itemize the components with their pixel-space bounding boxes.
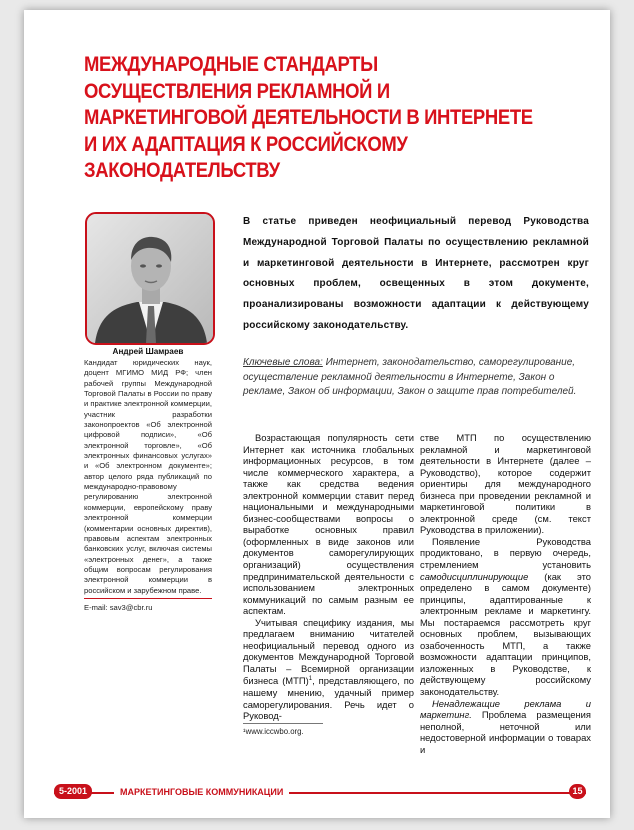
body-column-1 [243,432,414,722]
author-email: E-mail: sav3@cbr.ru [84,603,153,612]
body-column-2 [420,432,591,755]
journal-name: МАРКЕТИНГОВЫЕ КОММУНИКАЦИИ [114,784,289,801]
body-paragraph: стве МТП по осуществлению рекламной и маркетинговой деятельности в Интернете (далее – Руководство), которое содержит ориентиры для международного бизнеса при проведении рекламной и маркетинговой политики в электронной среде (см. текст Руководства в приложении). [420,432,591,536]
title-line: МАРКЕТИНГОВОЙ ДЕЯТЕЛЬНОСТИ В ИНТЕРНЕТЕ [84,106,533,129]
author-portrait-image [87,214,213,343]
article-lead: В статье приведен неофициальный перевод Руководства Международной Торговой Палаты по осуществлению рекламной и маркетинговой деятельности в Интернете, рассмотрен круг основных проблем, освещенных в этом документе, проанализированы возможности адаптации к действующему российскому законодательству. [243,216,589,331]
section-lead-in: Ненадлежащие реклама и маркетинг. [420,697,591,721]
paragraph-text: , представляющего, по нашему мнению, удачный пример саморегулирования. Речь идет о Руковод- [243,675,414,722]
keywords-label: Ключевые слова: [243,357,323,368]
title-line: И ИХ АДАПТАЦИЯ К РОССИЙСКОМУ [84,132,408,156]
author-name: Андрей Шамраев [112,347,184,356]
title-line: ОСУЩЕСТВЛЕНИЯ РЕКЛАМНОЙ И [84,79,390,103]
footnote-ref: 1 [308,676,313,683]
author-photo [85,212,215,345]
body-paragraph [420,536,591,698]
title-line: ЗАКОНОДАТЕЛЬСТВУ [84,159,280,182]
title-line: МЕЖДУНАРОДНЫЕ СТАНДАРТЫ [84,53,378,76]
body-paragraph [243,617,414,722]
issue-badge: 5-2001 [54,784,92,799]
article-title [84,52,533,185]
magazine-page [24,10,610,818]
divider [84,598,212,599]
keywords [243,356,589,400]
paragraph-text: Появление Руководства продиктовано, в первую очередь, стремлением установить [420,535,591,571]
paragraph-text: (как это определено в самом документе) принципы, адаптированные к электронным рекламе и маркетингу. Мы постараемся рассмотреть круг основных проблем, вызывающих озабоченность МТП, а также возможности адаптации принципов, изложенных в Руководстве, к действующему российскому законодательству. [420,570,591,698]
paragraph-text: Проблема размещения неполной, неточной или недостоверной информации о товарах и [420,709,591,755]
emphasis-text: самодисциплинирующие [420,570,529,582]
page-footer [54,784,586,801]
page-number: 15 [569,784,586,799]
author-bio: Кандидат юридических наук, доцент МГИМО МИД РФ; член рабочей группы Международной Торговой Палаты в России по праву и практике электронной коммерции, участник разработки законопроектов «Об электронной цифровой подписи», «Об электронной торговле», «Об электронных финансовых услугах» и «Об электронном документе»; автор целого ряда публикаций по международно-правовому регулированию электронной коммерции, европейскому праву электронной коммерции (комментарии основных директив), правовым аспектам электронных банковских услуг, включая системы «электронных денег», а также общим вопросам регулирования электронной коммерции в российском и зарубежном праве. [84,358,212,595]
body-paragraph: Возрастающая популярность сети Интернет как источника глобальных информационных ресурсов, в том числе коммерческого характера, а также как средства ведения электронной коммерции ставит перед национальными и международными бизнес-сообществами вопросы о выработке основных правил (оформленных в виде законов или документов саморегулирующих организаций) осуществления предпринимательской деятельности с использованием электронных коммуникаций по самым разным ее аспектам. [243,432,414,617]
paragraph-text: Учитывая специфику издания, мы предлагаем вниманию читателей неофициальный перевод одного из документов Международной Торговой Палаты – Всемирной организации бизнеса (МТП) [243,616,414,687]
keywords-text: Интернет, законодательство, саморегулирование, осуществление рекламной деятельности в Интернете, Закон о рекламе, Закон об информации, Закон о защите прав потребителей. [243,357,577,397]
footnote: ¹www.iccwbo.org. [243,727,304,736]
body-paragraph [420,698,591,756]
footnote-divider [243,723,323,724]
